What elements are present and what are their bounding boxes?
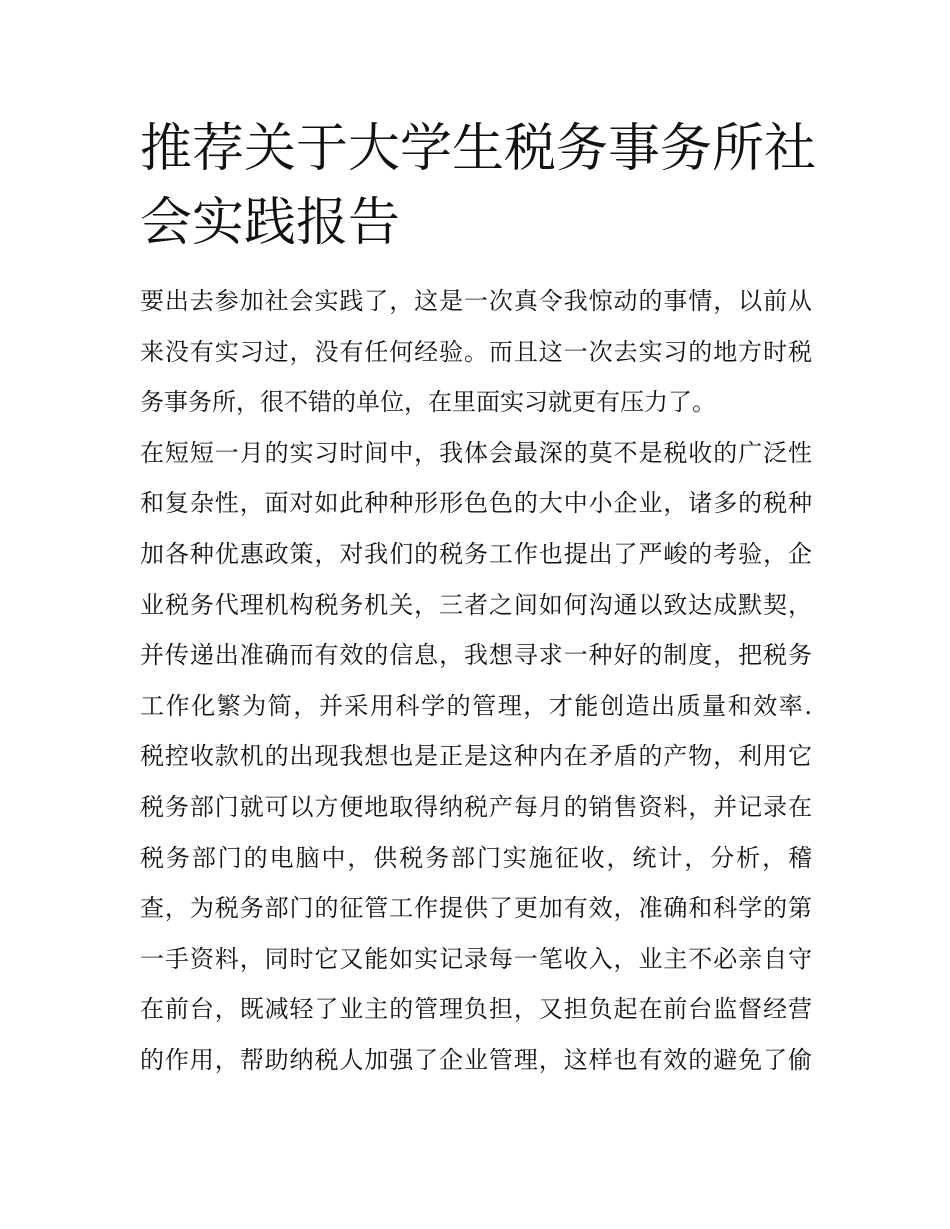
paragraph-1-line-1: 要出去参加社会实践了，这是一次真令我惊动的事情，以前从 [140,287,812,315]
paragraph-2-line-8: 税务部门就可以方便地取得纳税产每月的销售资料，并记录在 [140,792,812,821]
paragraph-2-line-12: 在前台，既减轻了业主的管理负担，又担负起在前台监督经营 [140,995,812,1024]
document-content [140,112,817,1086]
paragraph-2 [140,428,812,1086]
paragraph-2-line-2: 和复杂性，面对如此种种形形色色的大中小企业，诸多的税种 [140,489,812,518]
paragraph-1-line-2: 来没有实习过，没有任何经验。而且这一次去实习的地方时税 [140,337,812,366]
paragraph-2-line-1: 在短短一月的实习时间中，我体会最深的莫不是税收的广泛性 [140,438,812,467]
paragraph-1 [140,276,812,428]
title-line-1: 推荐关于大学生税务事务所社 [140,119,817,179]
paragraph-2-line-7: 税控收款机的出现我想也是正是这种内在矛盾的产物，利用它 [140,742,812,771]
paragraph-2-line-13: 的作用，帮助纳税人加强了企业管理，这样也有效的避免了偷 [140,1045,812,1074]
paragraph-2-line-6: 工作化繁为简，并采用科学的管理，才能创造出质量和效率. [140,691,812,720]
paragraph-2-line-10: 查，为税务部门的征管工作提供了更加有效，准确和科学的第 [140,894,812,923]
paragraph-2-line-4: 业税务代理机构税务机关，三者之间如何沟通以致达成默契， [140,590,812,619]
paragraph-2-line-9: 税务部门的电脑中，供税务部门实施征收，统计，分析，稽 [140,843,812,872]
title-line-2: 会实践报告 [140,193,401,253]
paragraph-1-line-3: 务事务所，很不错的单位，在里面实习就更有压力了。 [140,388,716,417]
paragraph-2-line-11: 一手资料，同时它又能如实记录每一笔收入，业主不必亲自守 [140,944,812,973]
document-body [140,276,812,1086]
paragraph-2-line-3: 加各种优惠政策，对我们的税务工作也提出了严峻的考验，企 [140,539,812,568]
document-title [140,112,817,260]
paragraph-2-line-5: 并传递出准确而有效的信息，我想寻求一种好的制度，把税务 [140,641,812,670]
